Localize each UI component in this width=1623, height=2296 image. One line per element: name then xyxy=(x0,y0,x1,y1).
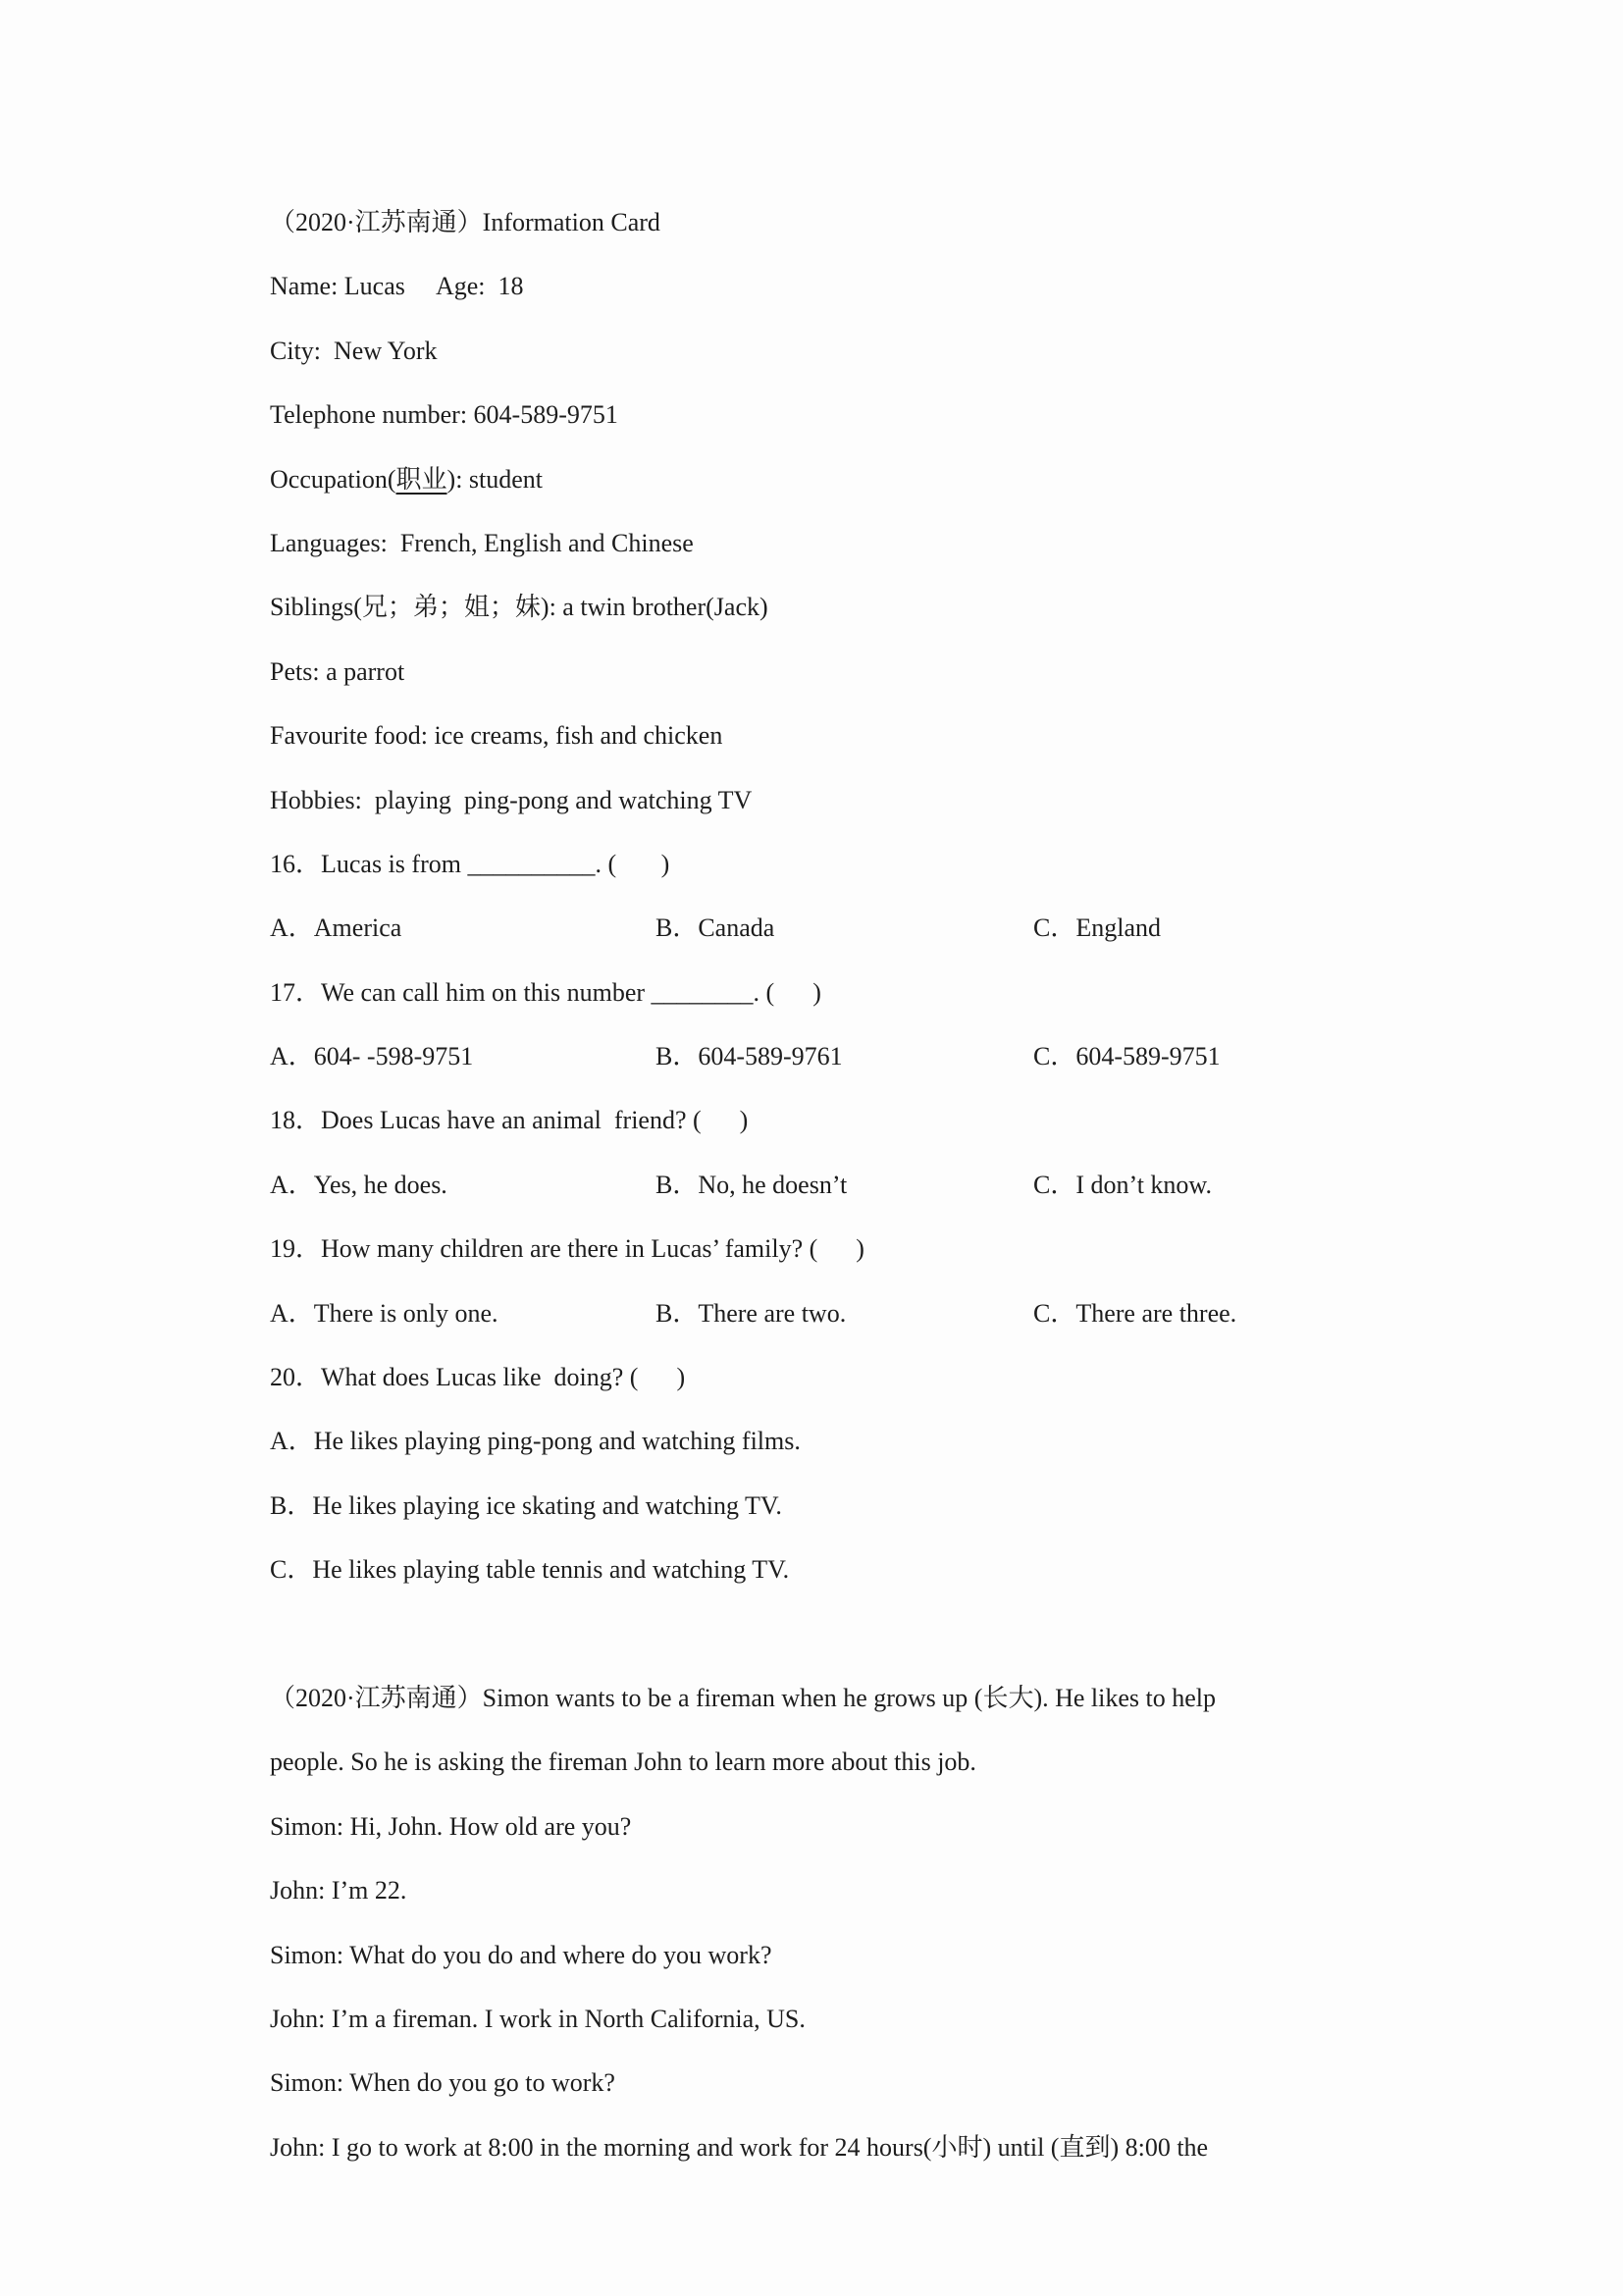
dialogue-line-1: Simon: Hi, John. How old are you? xyxy=(270,1811,632,1841)
question-16-stem: 16．Lucas is from __________. ( ) xyxy=(270,849,670,878)
info-line-hobbies: Hobbies: playing ping-pong and watching TV xyxy=(270,785,753,814)
info-line-favourite-food: Favourite food: ice creams, fish and chicken xyxy=(270,721,723,751)
question-16-option-b: B．Canada xyxy=(655,913,775,943)
question-17-option-c: C．604-589-9751 xyxy=(1033,1042,1221,1071)
question-17-option-a: A．604- -598-9751 xyxy=(270,1042,474,1071)
question-19-stem: 19．How many children are there in Lucas’ family? ( ) xyxy=(270,1234,864,1264)
info-line-pets: Pets: a parrot xyxy=(270,656,405,686)
question-20-stem: 20．What does Lucas like doing? ( ) xyxy=(270,1363,686,1392)
question-20-option-b: B．He likes playing ice skating and watching TV. xyxy=(270,1490,782,1520)
occupation-prefix: Occupation( xyxy=(270,464,396,494)
dialogue-line-5: Simon: When do you go to work? xyxy=(270,2068,615,2098)
info-line-siblings: Siblings(兄；弟；姐；妹): a twin brother(Jack) xyxy=(270,593,768,622)
question-18-stem: 18．Does Lucas have an animal friend? ( ) xyxy=(270,1106,749,1135)
question-18-option-a: A．Yes, he does. xyxy=(270,1170,447,1199)
info-card-title: Information Card xyxy=(482,208,660,236)
question-19-options xyxy=(270,1281,1447,1345)
question-18-option-b: B．No, he doesn’t xyxy=(655,1170,848,1199)
question-18-options xyxy=(270,1153,1447,1217)
question-19-option-c: C．There are three. xyxy=(1033,1298,1237,1328)
info-line-name-age: Name: Lucas Age: 18 xyxy=(270,272,524,301)
info-card-header xyxy=(270,190,1447,254)
passage-intro-line-2: people. So he is asking the fireman John to learn more about this job. xyxy=(270,1748,976,1777)
dialogue-line-6: John: I go to work at 8:00 in the morning and work for 24 hours(小时) until (直到) 8:00 the xyxy=(270,2132,1209,2162)
question-16-options xyxy=(270,896,1447,960)
document-page xyxy=(270,190,1447,2179)
occupation-suffix: ): student xyxy=(446,464,544,494)
question-20-option-a: A．He likes playing ping-pong and watching films. xyxy=(270,1427,801,1456)
question-17-options xyxy=(270,1024,1447,1088)
dialogue-line-3: Simon: What do you do and where do you work? xyxy=(270,1940,772,1969)
info-line-telephone: Telephone number: 604-589-9751 xyxy=(270,400,618,430)
question-19-option-b: B．There are two. xyxy=(655,1298,847,1328)
question-16-option-a: A．America xyxy=(270,913,402,943)
info-line-city: City: New York xyxy=(270,336,438,365)
info-line-occupation xyxy=(270,447,1447,511)
exam-source-tag: （2020·江苏南通） xyxy=(270,208,483,236)
info-line-languages: Languages: French, English and Chinese xyxy=(270,528,694,557)
question-16-option-c: C．England xyxy=(1033,913,1161,943)
question-20-option-c: C．He likes playing table tennis and watching TV. xyxy=(270,1555,790,1585)
question-18-option-c: C．I don’t know. xyxy=(1033,1170,1213,1199)
dialogue-line-2: John: I’m 22. xyxy=(270,1876,407,1905)
passage-intro-line-1: （2020·江苏南通）Simon wants to be a fireman when he grows up (长大). He likes to help xyxy=(270,1683,1217,1712)
question-17-stem: 17．We can call him on this number ________. ( ) xyxy=(270,977,821,1007)
dialogue-line-4: John: I’m a fireman. I work in North California, US. xyxy=(270,2004,806,2033)
question-17-option-b: B．604-589-9761 xyxy=(655,1042,843,1071)
occupation-term-underlined: 职业 xyxy=(395,464,447,494)
question-19-option-a: A．There is only one. xyxy=(270,1298,498,1328)
section-separator xyxy=(270,1602,1447,1666)
